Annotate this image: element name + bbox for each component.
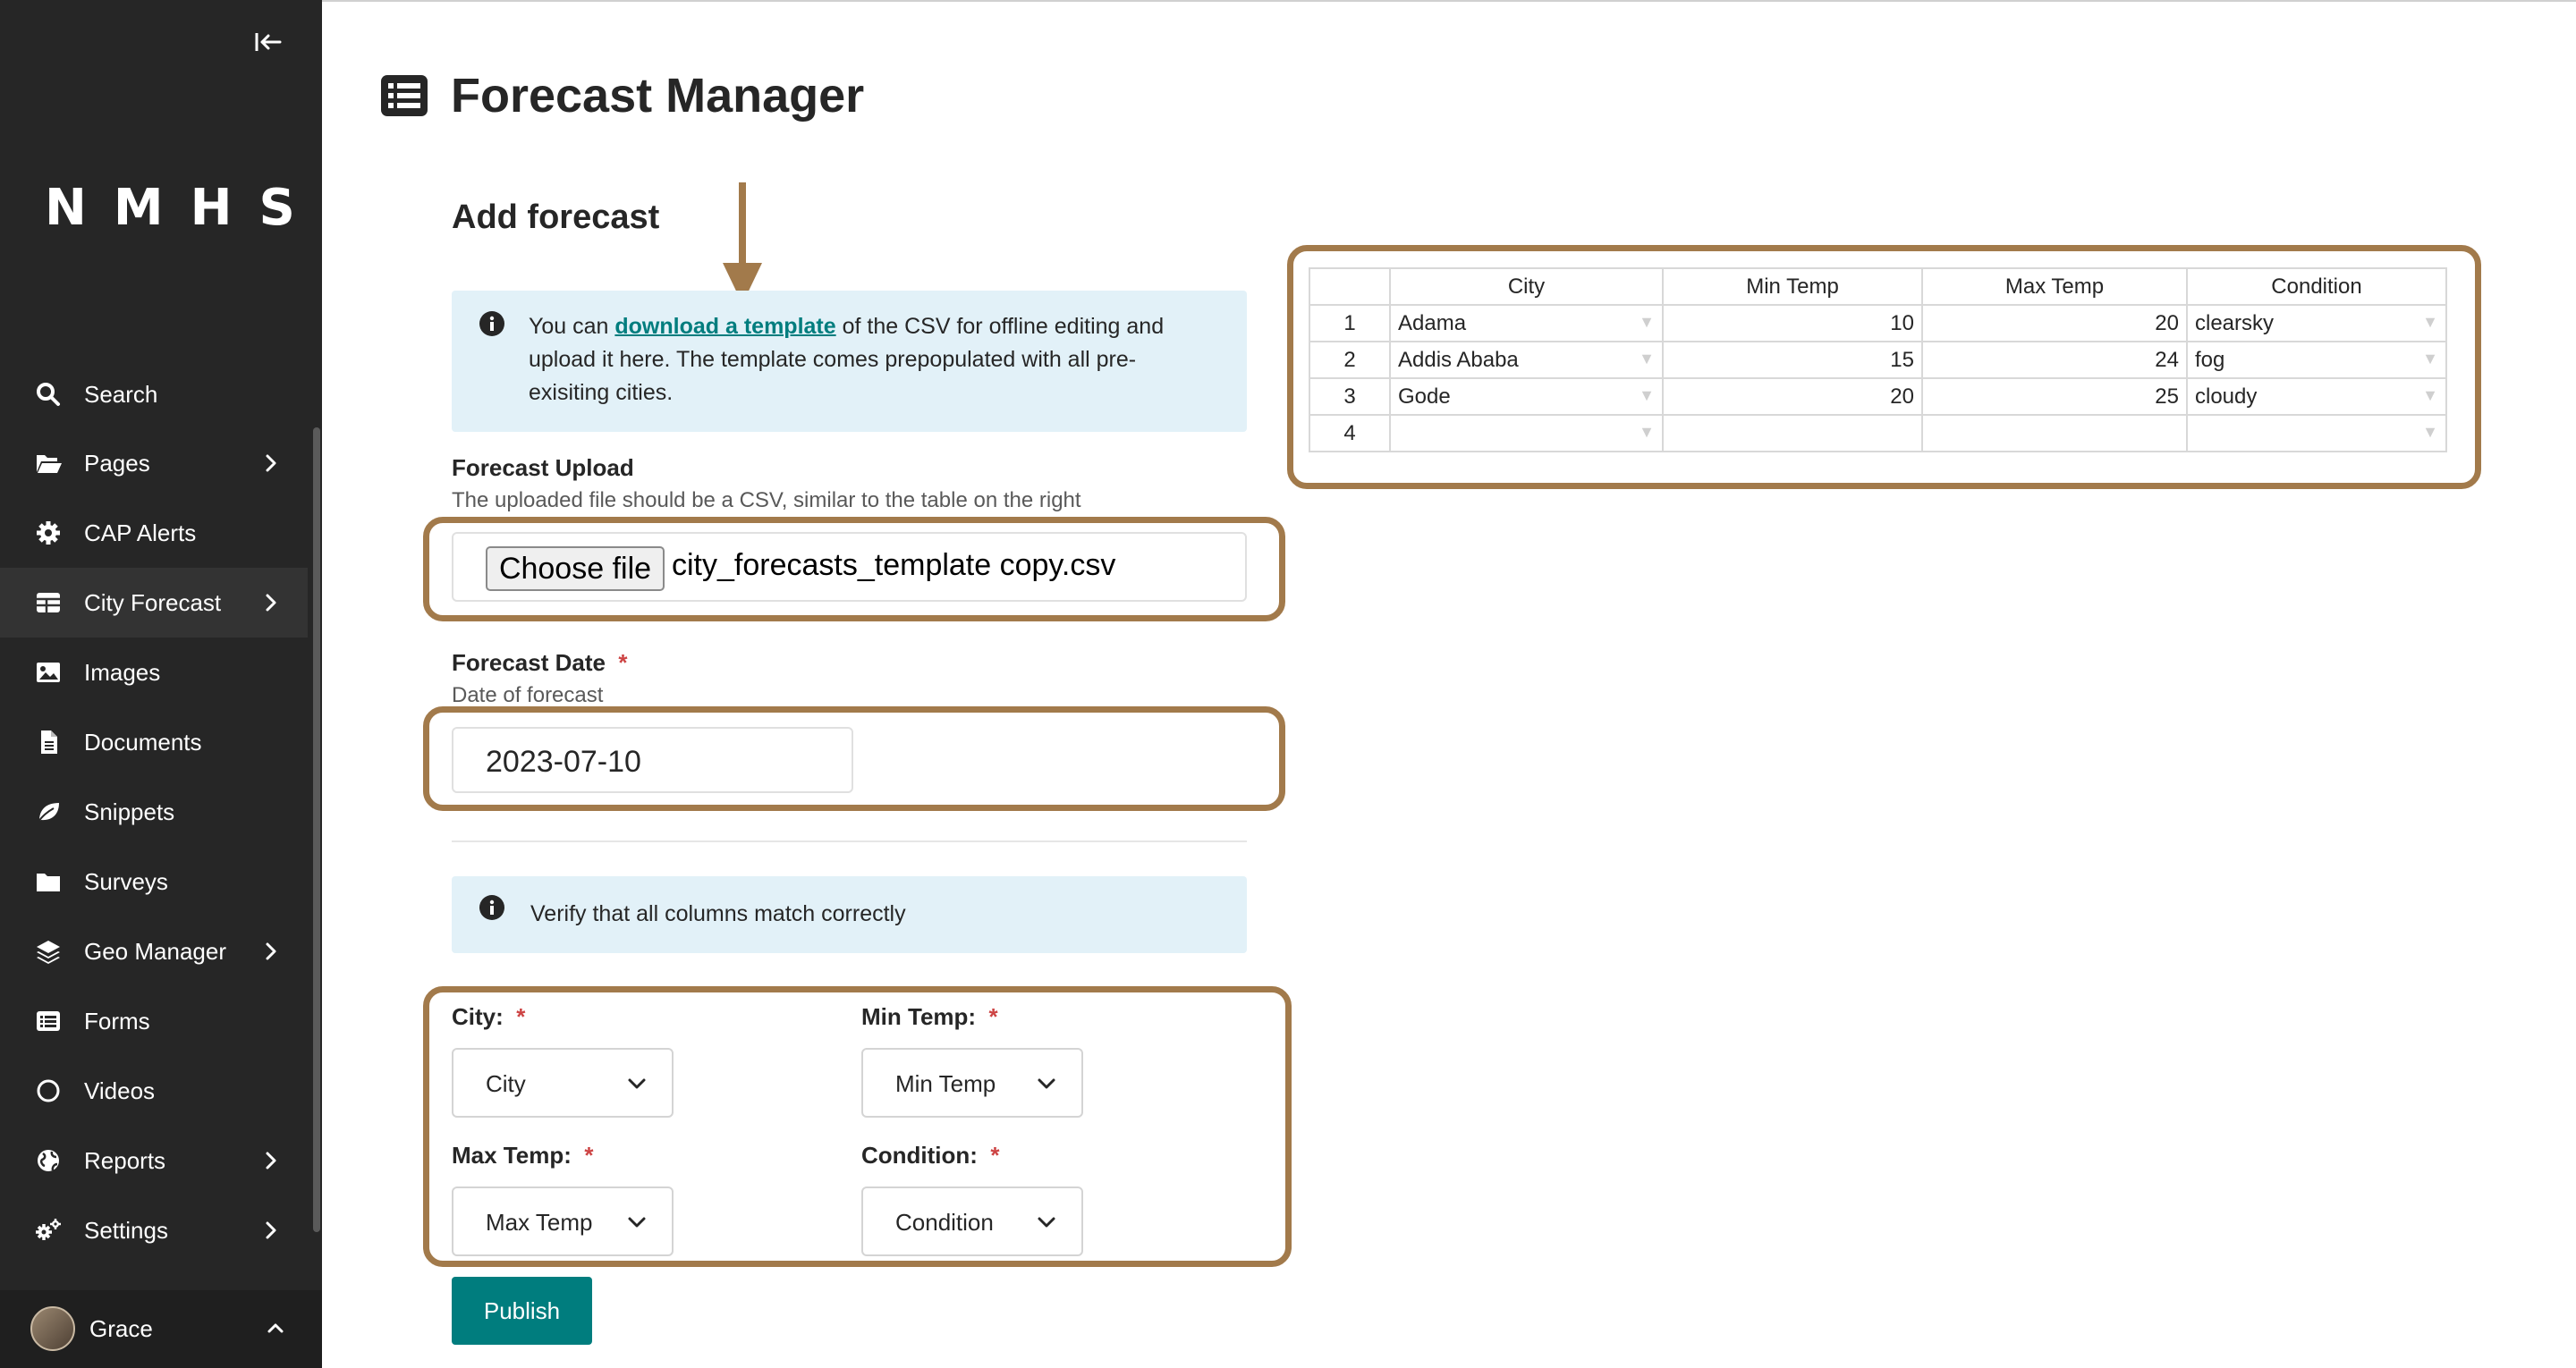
sidebar-item-label: Search (84, 380, 158, 408)
row-number: 4 (1309, 415, 1390, 452)
max-temp-cell[interactable]: 25 (1922, 378, 2187, 415)
search-icon (34, 381, 63, 408)
table-icon (34, 589, 63, 616)
forecast-date-help: Date of forecast (452, 683, 604, 707)
sidebar-item-surveys[interactable] (0, 847, 308, 916)
info-text-segment: of the CSV for offline editing and (835, 314, 1165, 339)
min-temp-cell[interactable]: 20 (1663, 378, 1922, 415)
column-header: City (1390, 268, 1663, 305)
sidebar-item-label: Settings (84, 1216, 168, 1244)
sidebar-item-forms[interactable] (0, 986, 308, 1056)
folder-open-icon (34, 450, 63, 477)
verify-info-box (452, 876, 1247, 953)
gear-icon (34, 519, 63, 546)
chevron-right-icon (261, 1220, 281, 1241)
download-template-link[interactable]: download a template (614, 314, 836, 339)
column-header: Min Temp (1663, 268, 1922, 305)
dropdown-arrow-icon: ▼ (1639, 423, 1655, 441)
sidebar-item-label: City Forecast (84, 588, 222, 616)
folder-icon (34, 868, 63, 895)
chevron-right-icon (261, 941, 281, 962)
page-title: Forecast Manager (451, 69, 865, 122)
sidebar (0, 0, 322, 1368)
required-marker: * (990, 1142, 1000, 1169)
choose-file-button[interactable]: Choose file (486, 546, 665, 591)
sidebar-item-city-forecast[interactable] (0, 568, 308, 638)
city-mapping-label-text: City: (452, 1003, 504, 1030)
collapse-sidebar-icon[interactable] (251, 27, 285, 57)
column-header: Condition (2187, 268, 2446, 305)
forecast-upload-help: The uploaded file should be a CSV, similar to the table on the right (452, 488, 1081, 512)
annotation-box (423, 706, 1285, 811)
cell-value: clearsky (2195, 310, 2275, 335)
dropdown-arrow-icon: ▼ (2422, 350, 2438, 367)
image-icon (34, 659, 63, 686)
top-border (322, 0, 2576, 2)
info-text-line: exisiting cities. (529, 380, 674, 405)
annotation-arrow (716, 181, 769, 306)
sidebar-item-label: Pages (84, 449, 150, 477)
sidebar-item-label: Videos (84, 1077, 156, 1104)
template-info-box (452, 291, 1247, 432)
select-value: Min Temp (895, 1070, 996, 1097)
min-temp-mapping-label-text: Min Temp: (861, 1003, 977, 1030)
forecast-date-value: 2023-07-10 (486, 745, 641, 779)
sidebar-item-label: Images (84, 658, 161, 686)
sidebar-item-documents[interactable] (0, 707, 308, 777)
required-marker: * (988, 1003, 998, 1030)
sidebar-item-label: Reports (84, 1146, 166, 1174)
sidebar-item-pages[interactable] (0, 428, 308, 498)
row-number: 2 (1309, 342, 1390, 378)
forecast-date-label-text: Forecast Date (452, 649, 606, 676)
sidebar-item-cap-alerts[interactable] (0, 498, 308, 568)
info-icon (479, 894, 505, 921)
document-icon (34, 729, 63, 756)
select-value: Condition (895, 1209, 994, 1236)
sidebar-item-snippets[interactable] (0, 777, 308, 847)
dropdown-arrow-icon: ▼ (2422, 386, 2438, 404)
sidebar-item-reports[interactable] (0, 1126, 308, 1195)
select-value: City (486, 1070, 526, 1097)
min-temp-cell[interactable]: 10 (1663, 305, 1922, 342)
cell-value: cloudy (2195, 384, 2258, 409)
site-logo[interactable]: NMHS (45, 179, 322, 237)
account-menu[interactable] (0, 1290, 322, 1368)
sidebar-item-label: Surveys (84, 867, 168, 895)
list-icon (381, 75, 428, 116)
cell-value: Gode (1398, 384, 1451, 409)
forecast-upload-label: Forecast Upload (452, 454, 634, 481)
template-info-text (529, 310, 1164, 410)
section-title: Add forecast (452, 198, 660, 236)
circle-icon (34, 1077, 63, 1104)
sidebar-item-label: CAP Alerts (84, 519, 197, 546)
list-icon (34, 1008, 63, 1034)
info-text-line: upload it here. The template comes prepopulated with all pre- (529, 347, 1137, 372)
chevron-right-icon (261, 452, 281, 474)
info-icon (479, 310, 505, 337)
max-temp-cell[interactable]: 24 (1922, 342, 2187, 378)
row-number: 3 (1309, 378, 1390, 415)
globe-icon (34, 1147, 63, 1174)
required-marker: * (516, 1003, 526, 1030)
sidebar-item-label: Documents (84, 728, 202, 756)
sidebar-item-settings[interactable] (0, 1195, 308, 1265)
forecast-date-label (452, 649, 628, 677)
sidebar-item-videos[interactable] (0, 1056, 308, 1126)
annotation-box (423, 986, 1292, 1267)
layers-icon (34, 938, 63, 965)
verify-info-text: Verify that all columns match correctly (530, 901, 906, 926)
required-marker: * (618, 649, 628, 676)
select-value: Max Temp (486, 1209, 593, 1236)
divider (452, 840, 1247, 842)
selected-file-name: city_forecasts_template copy.csv (672, 548, 1116, 582)
dropdown-arrow-icon: ▼ (1639, 386, 1655, 404)
info-text-segment: You can (529, 314, 615, 339)
dropdown-arrow-icon: ▼ (1639, 350, 1655, 367)
leaf-icon (34, 798, 63, 825)
min-temp-cell[interactable]: 15 (1663, 342, 1922, 378)
max-temp-cell[interactable]: 20 (1922, 305, 2187, 342)
column-header: Max Temp (1922, 268, 2187, 305)
sidebar-item-geo-manager[interactable] (0, 916, 308, 986)
chevron-right-icon (261, 1150, 281, 1171)
chevron-right-icon (261, 592, 281, 613)
sidebar-item-label: Geo Manager (84, 937, 226, 965)
dropdown-arrow-icon: ▼ (2422, 313, 2438, 331)
account-name: Grace (89, 1315, 153, 1342)
dropdown-arrow-icon: ▼ (1639, 313, 1655, 331)
chevron-up-icon (266, 1317, 285, 1338)
max-temp-mapping-label-text: Max Temp: (452, 1142, 572, 1169)
annotation-box (423, 517, 1285, 621)
dropdown-arrow-icon: ▼ (2422, 423, 2438, 441)
cell-value: Addis Ababa (1398, 347, 1519, 372)
required-marker: * (584, 1142, 594, 1169)
sidebar-item-images[interactable] (0, 638, 308, 707)
sidebar-item-search[interactable] (0, 359, 308, 429)
cell-value: fog (2195, 347, 2225, 372)
annotation-box (1287, 245, 2481, 489)
sidebar-scrollbar[interactable] (313, 427, 320, 1232)
cogs-icon (34, 1217, 63, 1244)
avatar (30, 1306, 75, 1351)
publish-button[interactable]: Publish (452, 1277, 592, 1345)
condition-mapping-label-text: Condition: (861, 1142, 978, 1169)
sidebar-item-label: Snippets (84, 798, 175, 825)
sidebar-item-label: Forms (84, 1007, 150, 1034)
cell-value: Adama (1398, 310, 1467, 335)
row-number: 1 (1309, 305, 1390, 342)
